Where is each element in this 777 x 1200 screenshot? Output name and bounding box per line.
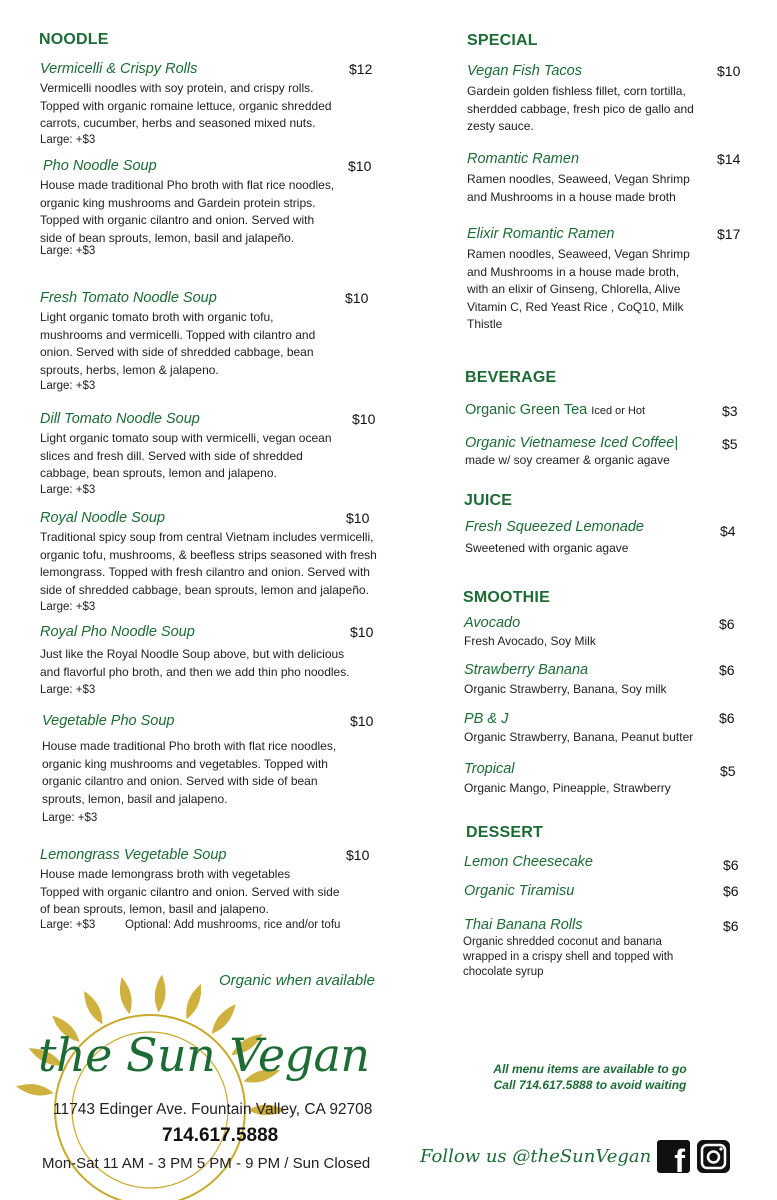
menu-item-price: $10 — [346, 847, 370, 863]
menu-item-name: Avocado — [464, 615, 521, 631]
menu-item-price: $4 — [720, 523, 736, 539]
menu-item-price: $12 — [349, 61, 373, 77]
menu-item-name: Organic Tiramisu — [464, 883, 575, 899]
menu-item-name: Romantic Ramen — [467, 151, 580, 167]
follow-us-text: Follow us @theSunVegan — [420, 1146, 652, 1167]
menu-item-name: Vegetable Pho Soup — [42, 713, 175, 729]
menu-item-description: Fresh Avocado, Soy Milk — [464, 634, 596, 648]
menu-item-price: $6 — [723, 918, 739, 934]
menu-item-description: House made traditional Pho broth with flat rice noodles, organic king mushrooms and vegetables. Topped with organic cilantro and onion. Served with side of bean sprouts, lemon, basil and jalapeno. — [42, 739, 337, 806]
organic-note: Organic when available — [219, 972, 375, 989]
menu-item-description: Just like the Royal Noodle Soup above, but with delicious and flavorful pho broth, and then we add thin pho noodles. — [40, 647, 350, 679]
instagram-icon[interactable] — [697, 1140, 730, 1173]
menu-item-price: $6 — [719, 662, 735, 678]
menu-item-description: Light organic tomato soup with vermicelli, vegan ocean slices and fresh dill. Served with side of shredded cabbage, bean sprouts, lemon and jalapeno. — [40, 431, 332, 480]
menu-item-large: Large: +$3 — [40, 484, 96, 496]
menu-item-price: $10 — [717, 63, 741, 79]
menu-item-large: Large: +$3 — [40, 380, 96, 392]
menu-item-description: made w/ soy creamer & organic agave — [465, 453, 670, 467]
menu-item-price: $5 — [720, 763, 736, 779]
menu-item-price: $10 — [348, 158, 372, 174]
menu-item-name: Vegan Fish Tacos — [467, 63, 582, 79]
menu-item-description: Vermicelli noodles with soy protein, and crispy rolls. Topped with organic romaine lettuce, organic shredded carrots, cucumber, herbs and seasoned mixed nuts. — [40, 81, 332, 130]
menu-item-price: $3 — [722, 403, 738, 419]
sun-ray — [15, 1081, 54, 1098]
menu-item-large: Large: +$3 — [40, 684, 96, 696]
menu-item-name: Fresh Squeezed Lemonade — [465, 519, 644, 535]
menu-item-description: Organic shredded coconut and banana wrapped in a crispy shell and topped with chocolate syrup — [463, 936, 674, 978]
sun-ray — [117, 976, 135, 1015]
menu-item-price: $6 — [723, 857, 739, 873]
menu-item-name: Lemon Cheesecake — [464, 854, 593, 870]
menu-item-price: $5 — [722, 436, 738, 452]
menu-item-description: Traditional spicy soup from central Vietnam includes vermicelli, organic tofu, mushrooms, & beefless strips seasoned with fresh lemongrass. Topped with fresh cilantro and onion. Served with side of shredded cabbage, bean sprouts, lemon and jalapeño. — [40, 530, 377, 597]
section-title-smoothie: SMOOTHIE — [463, 589, 550, 606]
to-go-note: All menu items are available to go Call 714.617.5888 to avoid waiting — [493, 1062, 687, 1092]
section-title-special: SPECIAL — [467, 32, 538, 49]
menu-item-price: $6 — [719, 710, 735, 726]
menu-item-name: Organic Green Tea Iced or Hot — [465, 402, 646, 418]
menu-item-large: Large: +$3 — [40, 919, 96, 931]
menu-item-name: Royal Noodle Soup — [40, 510, 165, 526]
menu-item-description: Organic Strawberry, Banana, Soy milk — [464, 682, 667, 696]
menu-item-optional: Optional: Add mushrooms, rice and/or tofu — [125, 919, 341, 931]
menu-item-description: Organic Strawberry, Banana, Peanut butter — [464, 730, 694, 744]
menu-item-name: Royal Pho Noodle Soup — [40, 624, 195, 640]
menu-item-description: House made traditional Pho broth with flat rice noodles, organic king mushrooms and Gardein protein strips. Topped with organic cilantro and onion. Served with side of bean sprouts, lemon, basil and jalapeño. — [40, 178, 335, 245]
menu-item-description: Gardein golden fishless fillet, corn tortilla, sherdded cabbage, fresh pico de gallo and zesty sauce. — [467, 84, 694, 133]
business-hours: Mon-Sat 11 AM - 3 PM 5 PM - 9 PM / Sun Closed — [42, 1155, 371, 1172]
menu-item-description: Light organic tomato broth with organic tofu, mushrooms and vermicelli. Topped with cilantro and onion. Served with side of shredded cabbage, bean sprouts, herbs, lemon & jalapeno. — [40, 310, 316, 377]
menu-item-price: $10 — [350, 713, 374, 729]
menu-item-name: Pho Noodle Soup — [43, 158, 157, 174]
menu-item-price: $17 — [717, 226, 741, 242]
menu-item-name: Thai Banana Rolls — [464, 917, 583, 933]
menu-item-large: Large: +$3 — [40, 134, 96, 146]
menu-item-name: Strawberry Banana — [464, 662, 589, 678]
phone-number: 714.617.5888 — [162, 1125, 279, 1146]
section-title-noodle: NOODLE — [39, 31, 109, 48]
section-title-dessert: DESSERT — [466, 824, 543, 841]
menu-item-name: Elixir Romantic Ramen — [467, 226, 615, 242]
menu-item-note: Iced or Hot — [591, 405, 646, 417]
menu-item-price: $6 — [723, 883, 739, 899]
menu-item-large: Large: +$3 — [40, 601, 96, 613]
menu-item-price: $10 — [346, 510, 370, 526]
menu-item-description: Sweetened with organic agave — [465, 541, 629, 555]
menu-item-large: Large: +$3 — [40, 245, 96, 257]
menu-item-name: Tropical — [464, 761, 515, 777]
menu-item-large: Large: +$3 — [42, 812, 98, 824]
menu-item-name: Lemongrass Vegetable Soup — [40, 847, 227, 863]
menu-item-price: $10 — [345, 290, 369, 306]
menu-item-name: Dill Tomato Noodle Soup — [40, 411, 200, 427]
menu-item-price: $10 — [352, 411, 376, 427]
sun-ray — [153, 974, 167, 1013]
menu-item-price: $10 — [350, 624, 374, 640]
menu-item-description: House made lemongrass broth with vegetables Topped with organic cilantro and onion. Served with side of bean sprouts, lemon, basil and jalapeno. — [40, 867, 340, 916]
menu-item-price: $6 — [719, 616, 735, 632]
menu-item-description: Ramen noodles, Seaweed, Vegan Shrimp and Mushrooms in a house made broth, with an elixir of Ginseng, Chlorella, Alive Vitamin C, Red Yeast Rice , CoQ10, Milk Thistle — [467, 247, 690, 331]
menu-item-name: Organic Vietnamese Iced Coffee| — [465, 435, 679, 451]
section-title-beverage: BEVERAGE — [465, 369, 557, 386]
section-title-juice: JUICE — [464, 492, 513, 509]
sun-ray — [182, 982, 206, 1021]
menu-item-name: Fresh Tomato Noodle Soup — [40, 290, 217, 306]
address: 11743 Edinger Ave. Fountain Valley, CA 92708 — [53, 1101, 373, 1118]
sun-ray — [79, 989, 107, 1027]
menu-item-price: $14 — [717, 151, 741, 167]
brand-logo-text: the Sun Vegan — [38, 1028, 370, 1082]
menu-item-name: Vermicelli & Crispy Rolls — [40, 61, 198, 77]
menu-item-name: PB & J — [464, 711, 509, 727]
menu-item-description: Organic Mango, Pineapple, Strawberry — [464, 781, 671, 795]
facebook-icon[interactable]: f — [657, 1140, 690, 1173]
menu-item-description: Ramen noodles, Seaweed, Vegan Shrimp and Mushrooms in a house made broth — [467, 172, 690, 204]
